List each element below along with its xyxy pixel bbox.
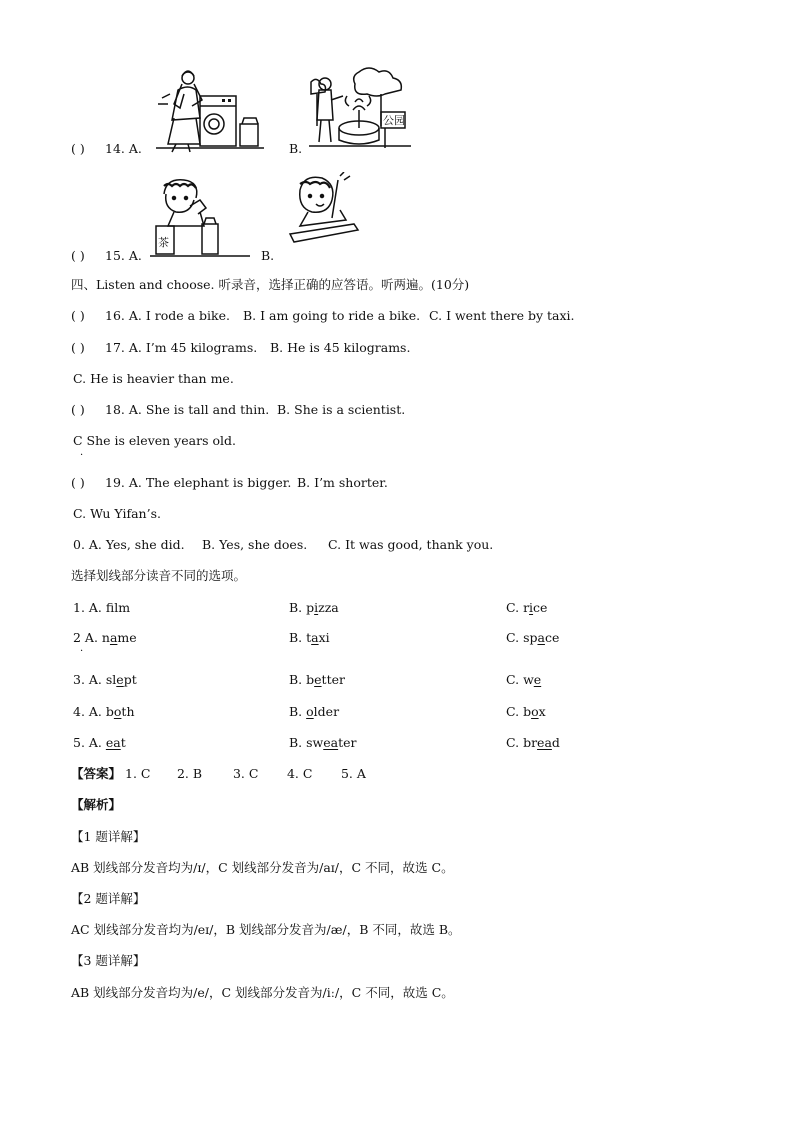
q14-paren: ( ) bbox=[71, 141, 85, 156]
detail-1-head: 【1 题详解】 bbox=[71, 829, 146, 844]
q17-option-b: B. He is 45 kilograms. bbox=[270, 340, 411, 355]
stray-dot: · bbox=[80, 450, 84, 461]
detail-2-body: AC 划线部分发音均为/eɪ/，B 划线部分发音为/æ/，B 不同，故选 B。 bbox=[71, 922, 461, 937]
pron-1-b: B. pizza bbox=[289, 600, 339, 615]
pron-5-b: B. sweater bbox=[289, 735, 357, 750]
pron-4-b: B. older bbox=[289, 704, 340, 719]
q14-option-b: B. bbox=[289, 141, 303, 156]
answer-4: 4. C bbox=[286, 766, 313, 781]
q15-paren: ( ) bbox=[71, 248, 85, 263]
pron-4-a: 4. A. both bbox=[73, 704, 135, 719]
detail-3-body: AB 划线部分发音均为/e/，C 划线部分发音为/iː/，C 不同，故选 C。 bbox=[71, 985, 454, 1000]
section4-title: 四、Listen and choose. 听录音，选择正确的应答语。听两遍。(10分) bbox=[71, 277, 470, 292]
q15-label: 15. A. bbox=[105, 248, 142, 263]
girl-at-fountain-park-image bbox=[307, 66, 413, 152]
analysis-tag: 【解析】 bbox=[71, 797, 122, 812]
pron-4-c: C. box bbox=[506, 704, 546, 719]
boy-writing-image bbox=[280, 172, 360, 248]
pron-3-a: 3. A. slept bbox=[73, 672, 137, 687]
q16-option-a: 16. A. I rode a bike. bbox=[105, 308, 230, 323]
q16-option-c: C. I went there by taxi. bbox=[429, 308, 575, 323]
q20-option-a: 0. A. Yes, she did. bbox=[73, 537, 185, 552]
pron-title: 选择划线部分读音不同的选项。 bbox=[71, 568, 247, 583]
woman-washing-machine-image bbox=[152, 68, 270, 154]
stray-dot-2: · bbox=[80, 646, 84, 657]
pron-3-c: C. we bbox=[506, 672, 542, 687]
q18-paren: ( ) bbox=[71, 402, 85, 417]
park-sign-text: 公园 bbox=[383, 114, 405, 127]
q17-paren: ( ) bbox=[71, 340, 85, 355]
answer-2: 2. B bbox=[176, 766, 203, 781]
q18-option-a: 18. A. She is tall and thin. bbox=[105, 402, 270, 417]
pron-2-c: C. space bbox=[506, 630, 560, 645]
q17-option-c: C. He is heavier than me. bbox=[73, 371, 234, 386]
detail-3-head: 【3 题详解】 bbox=[71, 953, 146, 968]
boy-drinking-tea-image bbox=[150, 176, 254, 260]
detail-1-body: AB 划线部分发音均为/ɪ/，C 划线部分发音为/aɪ/，C 不同，故选 C。 bbox=[71, 860, 454, 875]
answer-line bbox=[71, 766, 366, 782]
answer-5: 5. A bbox=[340, 766, 366, 781]
q18-option-c: C She is eleven years old. bbox=[73, 433, 236, 448]
q18-option-b: B. She is a scientist. bbox=[277, 402, 406, 417]
q19-option-c: C. Wu Yifan’s. bbox=[73, 506, 161, 521]
pron-2-b: B. taxi bbox=[289, 630, 330, 645]
q15-option-b: B. bbox=[261, 248, 275, 263]
detail-2-head: 【2 题详解】 bbox=[71, 891, 146, 906]
q19-option-a: 19. A. The elephant is bigger. bbox=[105, 475, 292, 490]
pron-5-a: 5. A. eat bbox=[73, 735, 126, 750]
q20-option-b: B. Yes, she does. bbox=[202, 537, 308, 552]
q16-paren: ( ) bbox=[71, 308, 85, 323]
q19-paren: ( ) bbox=[71, 475, 85, 490]
pron-1-a: 1. A. flm bbox=[73, 600, 131, 615]
q20-option-c: C. It was good, thank you. bbox=[328, 537, 494, 552]
q14-label: 14. A. bbox=[105, 141, 142, 156]
answer-3: 3. C bbox=[232, 766, 259, 781]
pron-3-b: B. better bbox=[289, 672, 345, 687]
q17-option-a: 17. A. I’m 45 kilograms. bbox=[105, 340, 258, 355]
answer-tag: 【答案】 bbox=[71, 766, 122, 781]
pron-2-a: 2 A. name bbox=[73, 630, 137, 645]
pron-1-c: C. rice bbox=[506, 600, 548, 615]
tea-can-char: 茶 bbox=[158, 236, 169, 249]
q16-option-b: B. I am going to ride a bike. bbox=[243, 308, 421, 323]
pron-5-c: C. bread bbox=[506, 735, 560, 750]
answer-1: 1. C bbox=[125, 766, 151, 781]
q19-option-b: B. I’m shorter. bbox=[297, 475, 388, 490]
